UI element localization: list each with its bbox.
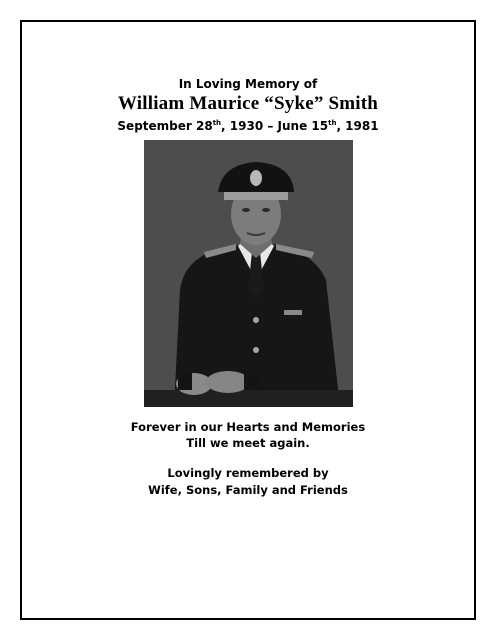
left-eye xyxy=(242,208,250,212)
desk xyxy=(144,390,353,407)
right-eye xyxy=(262,208,270,212)
life-dates xyxy=(22,119,474,133)
death-ordinal: th xyxy=(328,119,337,127)
sleeve-cuff-right xyxy=(244,370,260,390)
cap-badge xyxy=(250,170,262,186)
intro-text: In Loving Memory of xyxy=(178,77,318,91)
tribute-line-1: Forever in our Hearts and Memories xyxy=(130,420,366,434)
jacket-button xyxy=(253,347,259,353)
sleeve-cuff-left xyxy=(178,372,192,390)
portrait-illustration xyxy=(144,140,353,407)
remembered-line-2: Wife, Sons, Family and Friends xyxy=(148,483,348,497)
memorial-card xyxy=(20,20,476,620)
collar-insignia xyxy=(284,310,302,315)
birth-year-and-death-date: , 1930 – June 15 xyxy=(221,119,329,133)
jacket-button xyxy=(253,317,259,323)
tribute-line-2: Till we meet again. xyxy=(186,436,310,450)
birth-ordinal: th xyxy=(212,119,222,127)
death-year: , 1981 xyxy=(336,119,379,133)
right-hand xyxy=(206,371,250,393)
birth-date: September 28 xyxy=(117,119,213,133)
deceased-name: William Maurice “Syke” Smith xyxy=(117,93,379,114)
remembered-line-1: Lovingly remembered by xyxy=(167,466,329,480)
portrait-photo xyxy=(144,140,353,407)
